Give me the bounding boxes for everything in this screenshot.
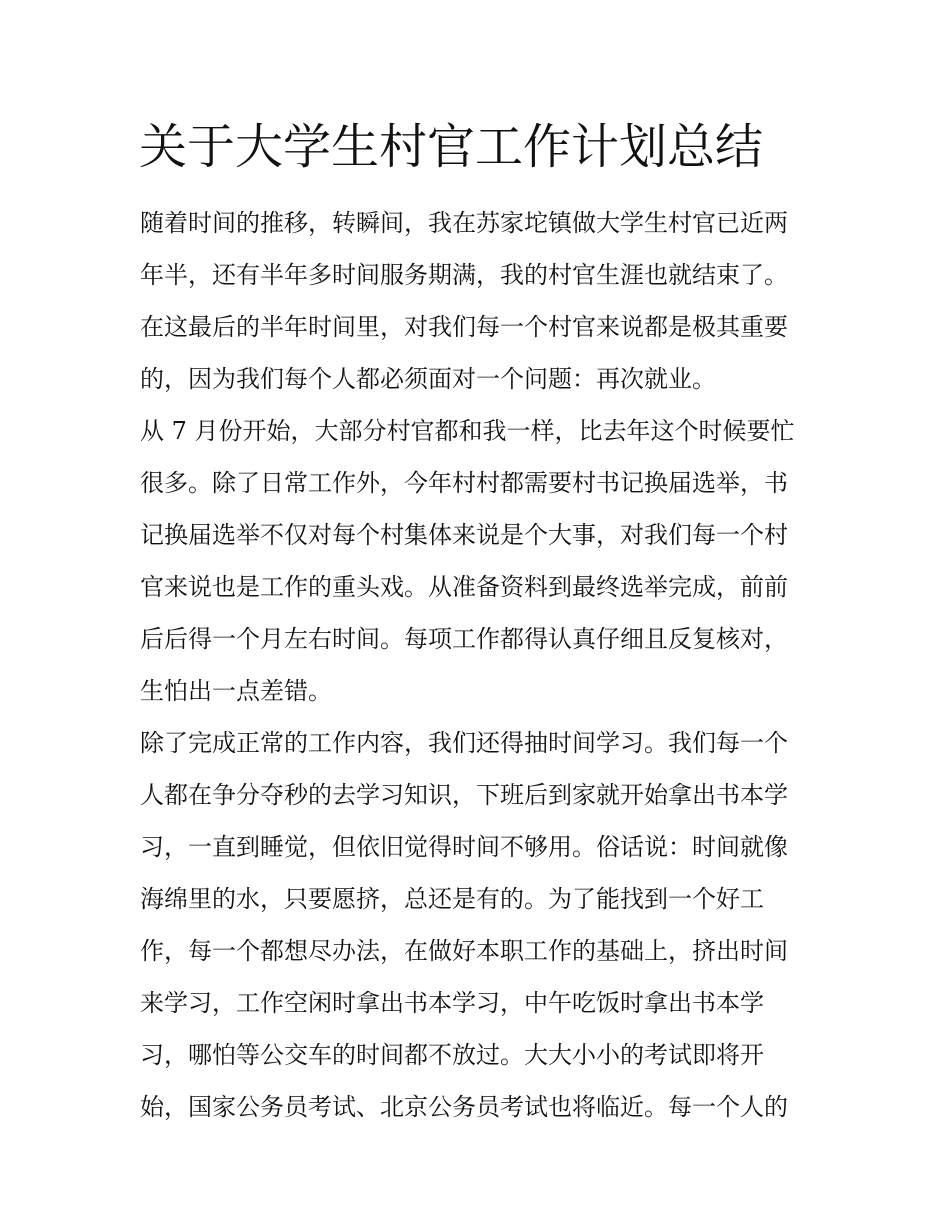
text-line: 在这最后的半年时间里，对我们每一个村官来说都是极其重要 — [140, 313, 788, 341]
text-line: 习，一直到睡觉，但依旧觉得时间不够用。俗话说：时间就像 — [140, 833, 788, 861]
text-line: 很多。除了日常工作外，今年村村都需要村书记换届选举，书 — [140, 469, 788, 497]
text-line: 人都在争分夺秒的去学习知识，下班后到家就开始拿出书本学 — [140, 781, 788, 809]
text-line: 始，国家公务员考试、北京公务员考试也将临近。每一个人的 — [140, 1093, 788, 1121]
text-line: 年半，还有半年多时间服务期满，我的村官生涯也就结束了。 — [140, 261, 788, 289]
text-line: 海绵里的水，只要愿挤，总还是有的。为了能找到一个好工 — [140, 885, 764, 913]
text-line: 从 7 月份开始，大部分村官都和我一样，比去年这个时候要忙 — [140, 417, 795, 445]
document-body — [140, 197, 820, 1133]
text-line: 除了完成正常的工作内容，我们还得抽时间学习。我们每一个 — [140, 729, 788, 757]
text-line: 官来说也是工作的重头戏。从准备资料到最终选举完成，前前 — [140, 573, 788, 601]
text-line: 生怕出一点差错。 — [140, 677, 332, 705]
text-line: 习，哪怕等公交车的时间都不放过。大大小小的考试即将开 — [140, 1041, 764, 1069]
text-line: 来学习，工作空闲时拿出书本学习，中午吃饭时拿出书本学 — [140, 989, 764, 1017]
text-line: 后后得一个月左右时间。每项工作都得认真仔细且反复核对， — [140, 625, 788, 653]
text-line: 随着时间的推移，转瞬间，我在苏家坨镇做大学生村官已近两 — [140, 209, 788, 237]
text-line: 的，因为我们每个人都必须面对一个问题：再次就业。 — [140, 365, 716, 393]
text-line: 作，每一个都想尽办法，在做好本职工作的基础上，挤出时间 — [140, 937, 788, 965]
document-title: 关于大学生村官工作计划总结 — [139, 119, 764, 175]
text-line: 记换届选举不仅对每个村集体来说是个大事，对我们每一个村 — [140, 521, 788, 549]
